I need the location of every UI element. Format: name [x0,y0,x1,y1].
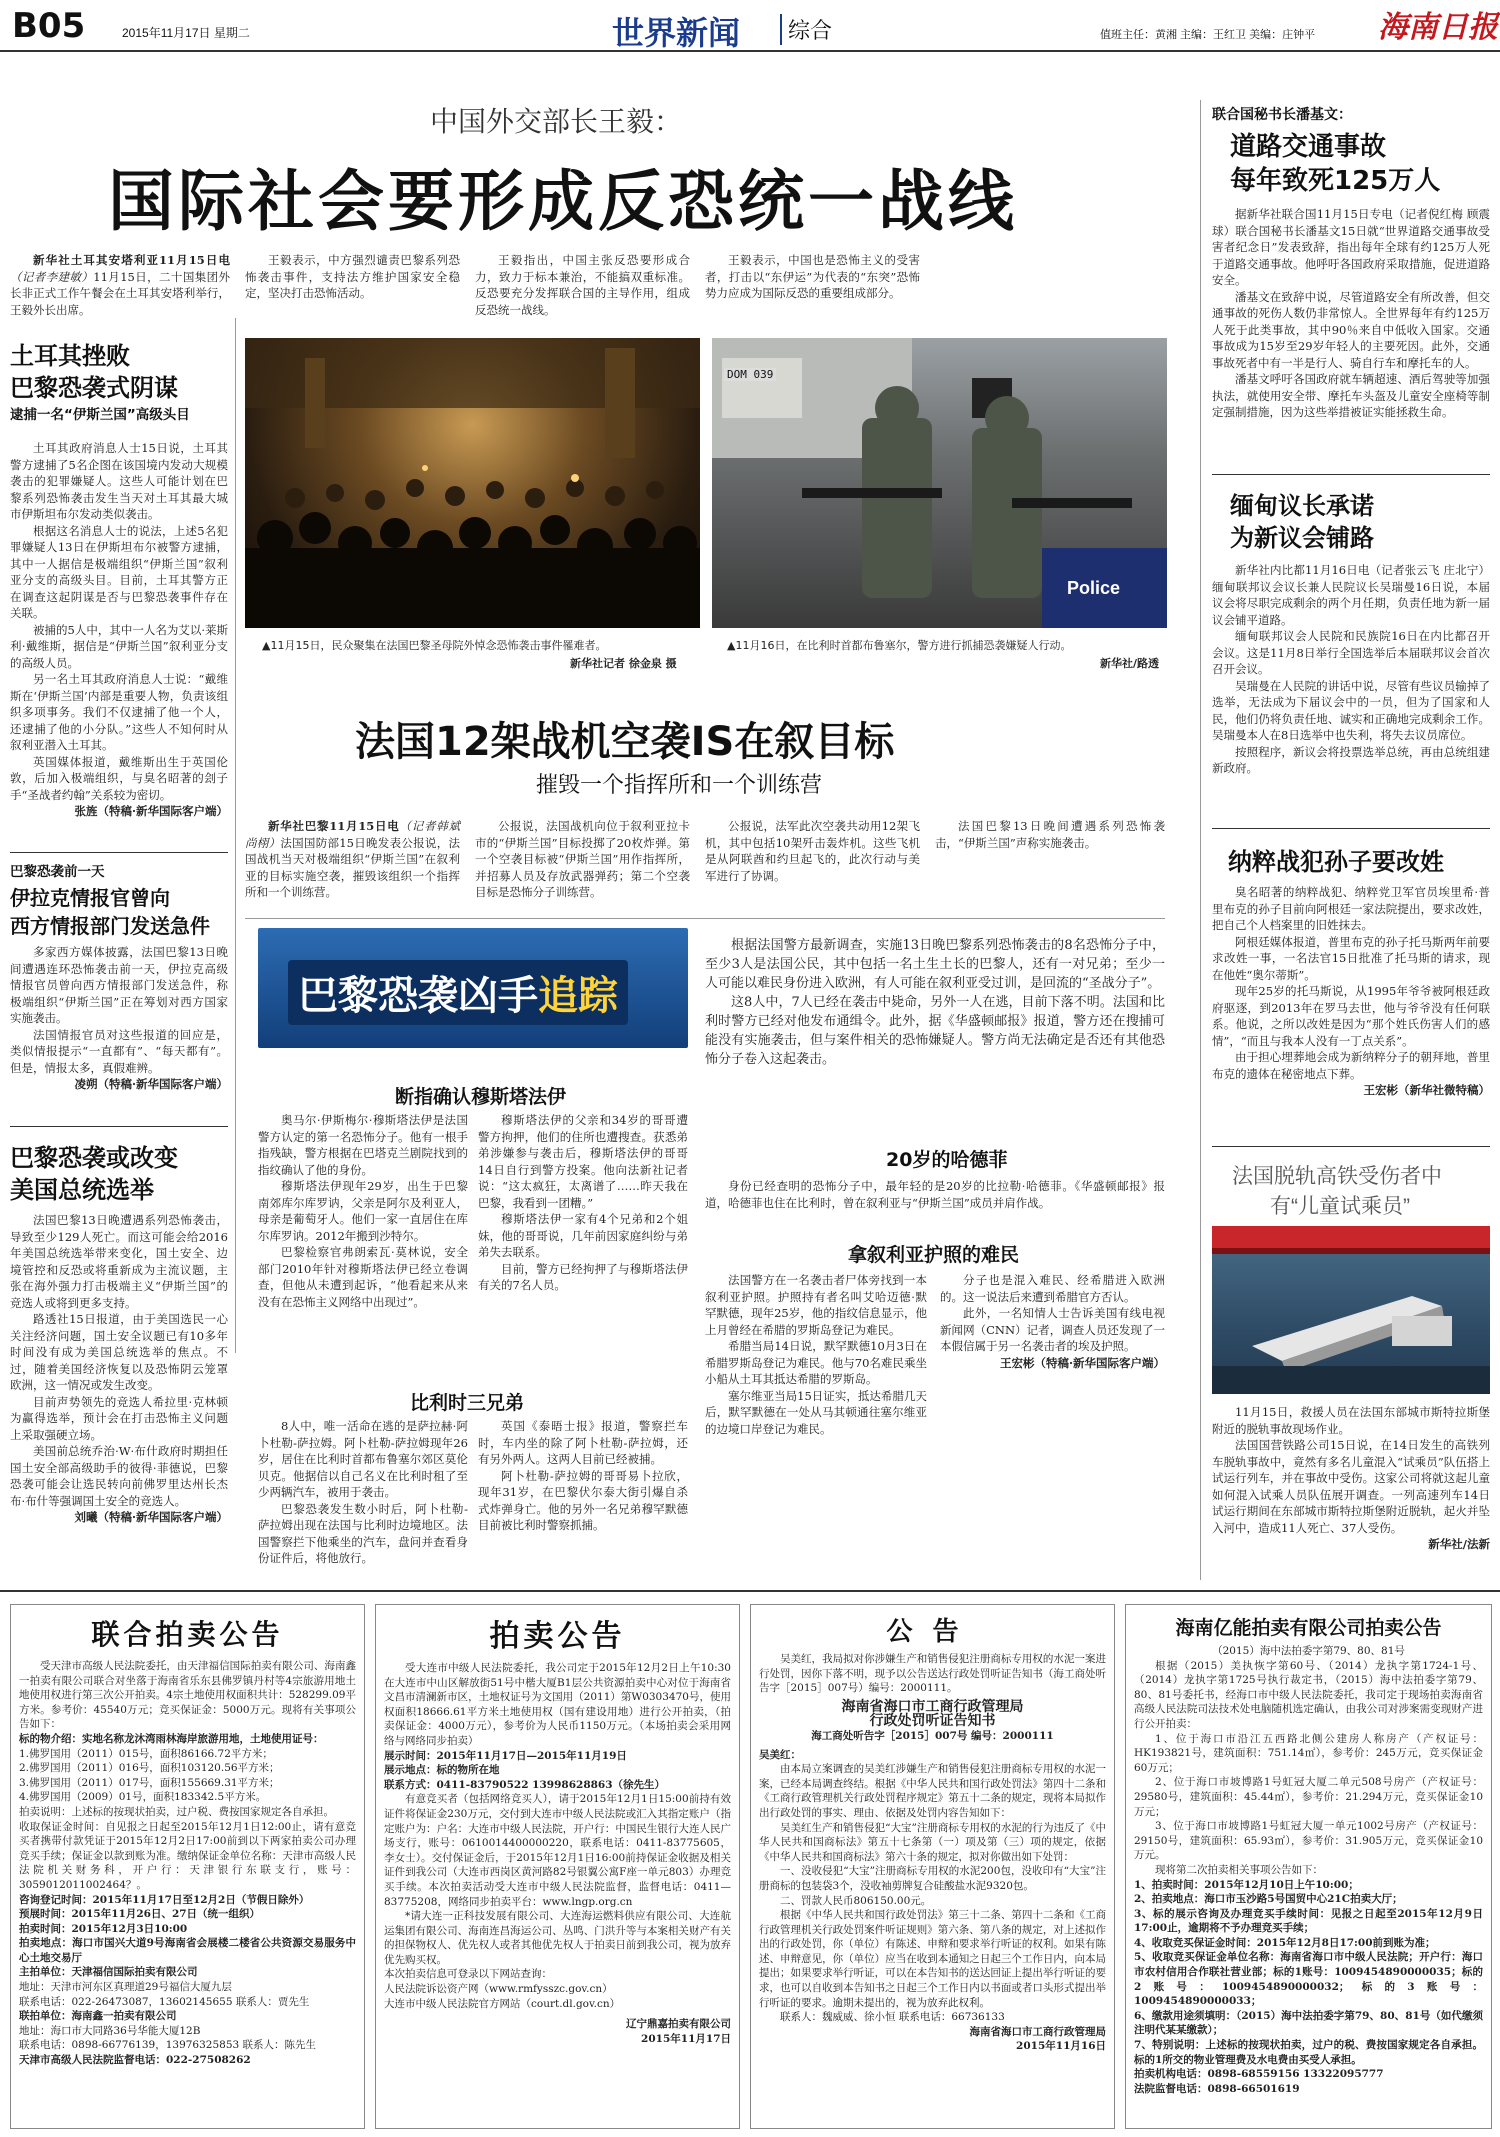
road-p2: 潘基文在致辞中说，尽管道路安全有所改善，但交通事故的死伤人数仍非常惊人。全世界每年有约125万人死于此类事故，其中90％来自中低收入国家。交通事故成为15岁至29岁年轻人的主要死因。此外，交通事故死者中有一半是行人、骑自行车和摩托车的人。 [1212,289,1490,370]
section-title: 世界新闻 [612,14,741,52]
lead-text-2: 王毅表示，中方强烈谴责巴黎系列恐怖袭击事件，支持法方维护国家安全稳定，坚决打击恐怖活动。 [245,253,460,300]
nazi-headline: 纳粹战犯孙子要改姓 [1228,848,1444,876]
mostefai-p1: 奥马尔·伊斯梅尔·穆斯塔法伊是法国警方认定的第一名恐怖分子。他有一根手指残缺，警方根据在巴塔克兰剧院找到的指纹确认了他的身份。 [258,1113,468,1177]
masthead-logo: 海南日报 [1378,10,1498,45]
ad3-inner-no: 海工商处听告字［2015］007号 编号：2000111 [811,1729,1054,1742]
syria-col-1 [705,1272,927,1437]
ad4-item: 6、缴款用途须填明：（2015）海中法拍委字第79、80、81号（如代缴须注明代某某缴款）； [1134,2009,1483,2037]
lead-byline: 新华社土耳其安塔利亚11月15日电 [33,253,230,267]
airstrike-text-1: 法国国防部15日晚发表公报说，法国战机当天对极端组织“伊斯兰国”在叙利亚的目标实施空袭，摧毁该组织一个指挥所和一个训练营。 [245,835,460,899]
page-number: B05 [12,6,86,46]
myanmar-p1: 新华社内比都11月16日电（记者张云飞 庄北宁）缅甸联邦议会议长兼人民院议长吴瑞曼16日说，本届议会将尽职完成剩余的两个月任期，负责任地为新一届议会铺平道路。 [1212,563,1490,627]
iraq-p1: 多家西方媒体披露，法国巴黎13日晚间遭遇连环恐怖袭击前一天，伊拉克高级情报官员曾向西方情报部门发送急件，称极端组织“伊斯兰国”正在筹划对西方国家实施袭击。 [10,945,228,1025]
ad3-to: 吴美红： [759,1748,801,1761]
ad1-item: 标的物介绍：实地名称龙沐湾雨林海岸旅游用地，土地使用证号： [19,1732,324,1745]
train-p2: 法国国营铁路公司15日说，在14日发生的高铁列车脱轨事故中，竟然有多名儿童混入“试乘员”队伍搭上试运行列车，并在事故中受伤。这家公司将就这起儿童如何混入试乘人员队伍展开调查。一列高速列车14日试运行期间在东部城市斯特拉斯堡附近脱轨，起火并坠入河中，造成11人死亡、37人受伤。 [1212,1438,1490,1535]
election-p4: 美国前总统乔治·W·布什政府时期担任国土安全部高级助手的彼得·菲德说，巴黎恐袭可能会让选民转向前佛罗里达州长杰布·布什等强调国土安全的竞选人。 [10,1444,228,1508]
turkey-p3: 被捕的5人中，其中一人名为艾以·莱斯利·戴维斯，据信是“伊斯兰国”叙利亚分支的高级人员。 [10,622,228,670]
police-photo [712,338,1167,628]
airstrike-byline: 新华社巴黎11月15日电 [268,819,400,833]
ad2-item: *请大连一正科技发展有限公司、大连海运燃料供应有限公司、大连航运集团有限公司、海南连昌海运公司、丛鸣、门洪升等与本案相关财产有关的担保物权人、优先权人或者其他优先权人于拍卖日前到我公司，视为放弃优先购买权。 [384,1910,731,1966]
ad1-item: 咨询登记时间：2015年11月17日至12月2日（节假日除外） [19,1893,310,1906]
crowd-photo [245,338,700,628]
election-p3: 目前声势领先的竞选人希拉里·克林顿为赢得选举，预计会在打击恐怖主义问题上采取强硬立场。 [10,1394,228,1442]
election-headline-1: 巴黎恐袭或改变 [10,1144,178,1172]
police-caption-text: 11月16日，在比利时首都布鲁塞尔，警方进行抓捕恐袭嫌疑人行动。 [735,639,1072,652]
ad4-item: 2、位于海口市坡博路1号虹冠大厦二单元508号房产（产权证号：29580号，建筑面积：45.44㎡），参考价：21.294万元，竞买保证金10万元； [1134,1776,1483,1818]
crowd-illustration [245,338,700,628]
iraq-body [10,944,228,1093]
ad2-intro: 受大连市中级人民法院委托，我公司定于2015年12月2日上午10:30在大连市中山区解放街51号中楷大厦B1层公共资源拍卖中心对位于海南省文昌市清澜新市区，土地权证号为文国用（2011）第W0303470号，使用权面积18666.61平方米土地使用权（国有建设用地）进行公开拍卖，（拍卖保证金：4000万元），参考价为人民币1150万元。（本场拍卖会采用网络与网络同步拍卖） [384,1662,731,1747]
lead-text-4: 王毅表示，中国也是恐怖主义的受害者，打击以“东伊运”为代表的“东突”恐怖势力应成为国际反恐的重要组成部分。 [705,253,920,300]
myanmar-body [1212,562,1490,777]
divider-myanmar [1212,828,1490,829]
airstrike-col-4 [935,818,1165,851]
caption-arrow-icon: ▲ [727,639,736,652]
ad4-item: 4、收取竞买保证金时间：2015年12月8日17:00前到账为准； [1134,1936,1436,1949]
issue-date: 2015年11月17日 星期二 [122,26,250,40]
ad1-item: 4.佛罗国用（2009）01号，面积183342.5平方米。 [19,1791,267,1804]
ad4-intro: 根据（2015）美执恢字第60号、（2014）龙执字第1724-1号、（2014）龙执字第1725号执行裁定书，（2015）海中法拍委字第79、80、81号委托书，经海口市中级人民法院委托，我司定于现场拍卖海南省高级人民法院司法技术处电脑随机选定确认，由我公司对涉案需变现财产进行公开拍卖： [1134,1659,1483,1730]
lead-byline-note: （记者李建敏） [10,269,94,284]
iraq-author: 凌朔（特稿·新华国际客户端） [74,1077,228,1091]
nazi-author: 王宏彬（新华社微特稿） [1363,1083,1490,1097]
crowd-photo-caption [262,638,702,653]
ad4-item: 拍卖机构电话：0898-68559156 13322095777 [1134,2068,1384,2081]
election-headline-2: 美国总统选举 [10,1176,154,1204]
divider-road [1212,474,1490,475]
lead-column-3 [475,252,690,318]
election-p1: 法国巴黎13日晚遭遇系列恐怖袭击，导致至少129人死亡。而这可能会给2016年美国总统选举带来变化，国土安全、边境管控和反恐或将重新成为主流议题，主张在海外强力打击极端主义“伊斯兰国”的竞选人或将到更多支持。 [10,1213,228,1310]
iraq-headline-1: 伊拉克情报官曾向 [10,886,170,910]
syria-p4: 分子也是混入难民、经希腊进入欧洲的。这一说法后来遭到希腊官方否认。 [940,1273,1165,1304]
airstrike-text-3: 公报说，法军此次空袭共动用12架飞机，其中包括10架歼击轰炸机。这些飞机是从阿联酋和约旦起飞的，此次行动与美军进行了协调。 [705,819,920,883]
ad-joint-auction [10,1604,365,2129]
turkey-p1: 土耳其政府消息人士15日说，土耳其警方逮捕了5名企图在该国境内发动大规模袭击的犯罪嫌疑人。这些人可能计划在巴黎系列恐怖袭击发生当天对土耳其最大城市伊斯坦布尔发动类似袭击。 [10,441,228,521]
train-photo [1212,1226,1490,1394]
ad2-signer: 辽宁鼎嘉拍卖有限公司 [626,2018,731,2031]
myanmar-headline-1: 缅甸议长承诺 [1230,492,1374,520]
nazi-p3: 现年25岁的托马斯说，从1995年爷爷被阿根廷政府驱逐，到2013年在罗马去世，他与爷爷没有任何联系。他说，之所以改姓是因为“那个姓氏伤害人们的感情”，“而且与我本人没有一丁点关系”。 [1212,984,1490,1048]
airstrike-col-2 [475,818,690,901]
ad1-body [11,1653,364,2068]
turkey-headline-1: 土耳其挫败 [10,342,130,370]
section-sub: 综合 [780,14,832,45]
ad4-item: 5、收取竞买保证金单位名称：海南省海口市中级人民法院；开户行：海口市农村信用合作联社营业部；标的1账号：1009454890000035；标的2账号：1009454890000032；标的3账号：1009454890000033； [1134,1951,1483,2008]
ad1-item: 拍卖地点：海口市国兴大道9号海南省会展楼二楼省公共资源交易服务中心土地交易厅 [19,1937,356,1964]
divider-turkey [10,852,228,853]
lead-text-1: 11月15日，二十国集团外长非正式工作午餐会在土耳其安塔利举行，王毅外长出席。 [10,269,231,317]
manhunt-intro-1: 根据法国警方最新调查，实施13日晚巴黎系列恐怖袭击的8名恐怖分子中，至少3人是法国公民，其中包括一名土生土长的巴黎人，还有一对兄弟；至少一人可能以难民身份进入欧洲，有人可能在叙利亚受过训，是回流的“圣战分子”。 [705,938,1165,991]
syria-p3: 塞尔维亚当局15日证实，抵达希腊几天后，默罕默德在一处从马其顿通往塞尔维亚的边境口岸登记为难民。 [705,1388,927,1436]
ad1-title: 联合拍卖公告 [91,1618,284,1651]
ad4-item: 2、拍卖地点：海口市玉沙路5号国贸中心21C拍卖大厅； [1134,1893,1403,1906]
ad3-item: 联系人：魏威威、徐小恒 联系电话：66736133 [780,2011,1005,2024]
train-credit: 新华社/法新 [1428,1537,1490,1551]
turkey-p5: 英国媒体报道，戴维斯出生于英国伦敦，后加入极端组织，与臭名昭著的刽子手“圣战者约翰”关系较为密切。 [10,754,228,802]
lead-text-3: 王毅指出，中国主张反恐要形成合力，致力于标本兼治，不能搞双重标准。反恐要充分发挥联合国的主导作用，组成反恐统一战线。 [475,253,690,317]
ad3-intro: 吴美红，我局拟对你涉嫌生产和销售侵犯注册商标专用权的水泥一案进行处罚，因你下落不明，现予以公告送达行政处罚听证告知书（海工商处听告字［2015］007号）编号：2000111。 [759,1653,1106,1695]
ad1-item: 联系电话：022-26473087，13602145655 联系人：贾先生 [19,1995,310,2008]
ad-public-notice [750,1604,1115,2129]
ad3-item: 由本局立案调查的吴美红涉嫌生产和销售侵犯注册商标专用权的水泥一案，已经本局调查终结。根据《中华人民共和国行政处罚法》第四十二条和《工商行政管理机关行政处罚程序规定》第五十二条的规定，现将本局拟作出行政处罚的事实、理由、依据及处罚内容告知如下： [759,1763,1106,1819]
ad2-item: 展示时间：2015年11月17日—2015年11月19日 [384,1749,627,1762]
nazi-p2: 阿根廷媒体报道，普里布克的孙子托马斯两年前要求改姓一事，一名法官15日批准了托马斯的请求，现在他姓“奥尔蒂斯”。 [1212,934,1490,982]
ad3-item: 二、罚款人民币806150.00元。 [780,1894,932,1907]
ad3-date: 2015年11月16日 [1016,2040,1106,2053]
road-headline-2: 每年致死125万人 [1230,166,1441,196]
turkey-subhead: 逮捕一名“伊斯兰国”高级头目 [10,407,190,423]
manhunt-banner-accent: 追踪 [538,973,618,1019]
mostefai-p5: 穆斯塔法伊一家有4个兄弟和2个姐妹，他的哥哥说，几年前因家庭纠纷与弟弟失去联系。 [478,1212,688,1259]
mostefai-p3: 巴黎检察官弗朗索瓦·莫林说，安全部门2010年针对穆斯塔法伊已经立卷调查，但他从未遭到起诉，“他看起来从来没有在恐怖主义网络中出现过”。 [258,1245,468,1309]
brothers-p4: 阿卜杜勒-萨拉姆的哥哥易卜拉欣，现年31岁，在巴黎伏尔泰大街引爆自杀式炸弹身亡。他的另外一名兄弟穆罕默德目前被比利时警察抓捕。 [478,1468,688,1532]
mostefai-headline: 断指确认穆斯塔法伊 [395,1086,567,1108]
brothers-headline: 比利时三兄弟 [410,1392,525,1414]
police-photo-caption [727,638,1167,653]
divider-iraq [10,1126,228,1127]
ad4-item: 1、拍卖时间：2015年12月10日上午10:00； [1134,1878,1359,1891]
mostefai-p6: 目前，警方已经拘押了与穆斯塔法伊有关的7名人员。 [478,1261,688,1292]
election-body [10,1212,228,1526]
ad1-item: 3.佛罗国用（2011）017号，面积155669.31平方米； [19,1776,280,1789]
brothers-col-2 [478,1418,688,1534]
airstrike-col-3 [705,818,920,884]
ad-yineng-auction [1125,1604,1492,2129]
train-headline-2: 有“儿童试乘员” [1270,1195,1410,1218]
ad-auction-dalian [375,1604,740,2129]
airstrike-text-4: 法国巴黎13日晚间遭遇系列恐怖袭击，“伊斯兰国”声称实施袭击。 [935,819,1165,850]
brothers-p3: 英国《泰晤士报》报道，警察拦车时，车内坐的除了阿卜杜勒-萨拉姆，还有另外两人。这两人目前已经被捕。 [478,1419,688,1466]
ad1-item: 天津市高级人民法院监督电话：022-27508262 [19,2054,251,2067]
ad4-item: 法院监督电话：0898-66501619 [1134,2082,1300,2095]
ad3-inner-sub: 行政处罚听证告知书 [869,1713,996,1730]
lead-column-4 [705,252,920,302]
ads-top-rule [0,1590,1500,1592]
election-author: 刘曦（特稿·新华国际客户端） [74,1510,228,1524]
train-body [1212,1404,1490,1553]
mostefai-p2: 穆斯塔法伊现年29岁，出生于巴黎南郊库尔库罗讷，父亲是阿尔及利亚人，母亲是葡萄牙人。他们一家一直居住在库尔库罗讷。2012年搬到沙特尔。 [258,1179,468,1243]
iraq-kicker: 巴黎恐袭前一天 [10,864,105,880]
crowd-photo-credit: 新华社记者 徐金泉 摄 [570,657,677,670]
ad2-item: 本次拍卖信息可登录以下网站查询： [384,1968,552,1981]
ad4-title: 海南亿能拍卖有限公司拍卖公告 [1175,1617,1442,1639]
manhunt-intro-2: 这8人中，7人已经在袭击中毙命，另外一人在逃，目前下落不明。法国和比利时警方已经对他发布通缉令。此外，据《华盛顿邮报》报道，警方还在搜捕可能没有实施袭击，但与案件相关的恐怖嫌疑人。警方尚无法确定是否还有其他恐怖分子卷入这起袭击。 [705,995,1165,1067]
road-body [1212,206,1490,421]
hadi-p1: 身份已经查明的恐怖分子中，最年轻的是20岁的比拉勒·哈德菲。《华盛顿邮报》报道，哈德菲也住在比利时，曾在叙利亚与“伊斯兰国”成员并肩作战。 [705,1179,1165,1210]
turkey-headline-2: 巴黎恐袭式阴谋 [10,374,178,402]
nazi-p1: 臭名昭著的纳粹战犯、纳粹党卫军官员埃里希·普里布克的孙子目前向阿根廷一家法院提出，要求改姓，把自己个人档案里的旧姓抹去。 [1212,885,1490,932]
manhunt-banner [258,928,688,1048]
ad3-item: 吴美红生产和销售侵犯“大宝”注册商标专用权的水泥的行为违反了《中华人民共和国商标法》第五十七条第（一）项及第（三）项的规定，依据《中华人民共和国商标法》第六十条的规定，拟对你做出如下处罚： [759,1821,1106,1863]
divider-right [1200,100,1201,1580]
ad1-item: 拍卖时间：2015年12月3日10:00 [19,1922,188,1935]
ad1-item: 收取保证金时间：自见报之日起至2015年12月1日12:00止，请有意竞买者携带付款凭证于2015年12月2日17:00前到以下两家拍卖公司办理竞买手续；保证金以款到账为准。缴纳保证金单位名称：天津市高级人民法院机关财务科，开户行：天津银行东联支行，账号：3059012011002464？。 [19,1820,356,1891]
myanmar-p3: 吴瑞曼在人民院的讲话中说，尽管有些议员输掉了选举，无法成为下届议会中的一员，但为了国家和人民，他们仍将负责任地、诚实和正确地完成剩余工作。吴瑞曼本人在8日选举中也失利，将失去议员席位。 [1212,678,1490,742]
election-p2: 路透社15日报道，由于美国选民一心关注经济问题，国土安全议题已有10多年时间没有成为美国总统选举的焦点。不过，随着美国经济恢复以及恐怖阴云笼罩欧洲，这一情况或发生改变。 [10,1312,228,1392]
road-headline-1: 道路交通事故 [1230,132,1387,162]
syria-p5: 此外，一名知情人士告诉美国有线电视新闻网（CNN）记者，调查人员还发现了一本假信属于另一名袭击者的埃及护照。 [940,1306,1165,1353]
ad1-intro: 受天津市高级人民法院委托，由天津福信国际拍卖有限公司、海南鑫一拍卖有限公司联合对坐落于海南省乐东县佛罗镇丹村等4宗旅游用地土地使用权进行第三次公开拍卖。4宗土地使用权面积共计：528299.09平方米。参考价：45540万元；竞买保证金：5000万元。现将有关事项公告如下： [19,1660,356,1731]
nazi-body [1212,884,1490,1099]
manhunt-banner-text [288,960,628,1025]
train-illustration [1212,1226,1490,1394]
ad4-item: 1、位于海口市沿江五西路北侧公建房人称房产（产权证号：HK193821号，建筑面积：751.14㎡），参考价：245万元，竞买保证金60万元； [1134,1732,1483,1774]
ad1-item: 2.佛罗国用（2011）016号，面积103120.56平方米； [19,1762,280,1775]
ad3-item: 根据《中华人民共和国行政处罚法》第三十二条、第四十二条和《工商行政管理机关行政处罚案件听证规则》第六条、第八条的规定，对上述拟作出的行政处罚，你（单位）有陈述、申辩和要求举行听证的权利。如果有陈述、申辩意见，你（单位）应当在收到本通知之日起三个工作日内，向本局提出；如果要求举行听证，可以在本告知书的送达回证上提出举行听证的要求，也可以自收到本告知书之日起三个工作日内以书面或者口头形式提出举行听证的要求。逾期未提出的，视为放弃此权利。 [759,1909,1106,2009]
road-p1: 据新华社联合国11月15日专电（记者倪红梅 顾震球）联合国秘书长潘基文15日就“世界道路交通事故受害者纪念日”发表致辞，指出每年全球有约125万人死于道路交通事故。他呼吁各国政府采取措施，促进道路安全。 [1212,207,1490,287]
airstrike-subhead: 摧毁一个指挥所和一个训练营 [536,773,823,798]
divider-airstrike [245,918,1165,919]
turkey-author: 张旌（特稿·新华国际客户端） [74,804,228,818]
ad4-item: 3、标的展示咨询及办理竞买手续时间：见报之日起至2015年12月9日17:00止，逾期将不予办理竞买手续； [1134,1907,1483,1935]
editor-credits: 值班主任：黄湘 主编：王红卫 美编：庄钟平 [1100,29,1316,41]
road-kicker: 联合国秘书长潘基文： [1212,107,1352,123]
ad1-item: 预展时间：2015年11月26日、27日（统一组织） [19,1908,261,1921]
turkey-p4: 另一名土耳其政府消息人士说：“戴维斯在‘伊斯兰国’内部是重要人物，负责该组织多项事务。我们不仅逮捕了他一个人，还逮捕了他的小分队。”这些人不知何时从叙利亚潜入土耳其。 [10,672,228,752]
airstrike-text-2: 公报说，法国战机向位于叙利亚拉卡市的“伊斯兰国”目标投掷了20枚炸弹。第一个空袭目标被“伊斯兰国”用作指挥所，并招募人员及存放武器弹药；第二个空袭目标是恐怖分子训练营。 [475,819,690,899]
ad4-item: 3、位于海口市坡博路1号虹冠大厦一单元1002号房产（产权证号：29150号，建筑面积：65.93㎡），参考价：31.905万元，竞买保证金10万元。 [1134,1820,1483,1862]
iraq-p2: 法国情报官员对这些报道的回应是，类似情报提示“一直都有”、“每天都有”。但是，情报太多，真假难辨。 [10,1027,228,1075]
hadi-body [705,1178,1165,1211]
airstrike-headline: 法国12架战机空袭IS在叙目标 [355,719,895,765]
mostefai-col-2 [478,1112,688,1294]
lead-headline: 国际社会要形成反恐统一战线 [108,163,1018,240]
caption-arrow-icon: ▲ [262,639,271,652]
ad2-item: 人民法院诉讼资产网（www.rmfysszc.gov.cn） [384,1983,613,1996]
manhunt-intro [705,936,1165,1069]
hadi-headline: 20岁的哈德菲 [886,1149,1008,1171]
police-vest-label: Police [1067,578,1121,598]
iraq-headline-2: 西方情报部门发送急件 [10,914,210,938]
ad3-body [751,1648,1114,2054]
ad3-inner-title: 海南省海口市工商行政管理局 [841,1698,1024,1715]
syria-p1: 法国警方在一名袭击者尸体旁找到一本叙利亚护照。护照持有者名叫艾哈迈德·默罕默德，现年25岁，他的指纹信息显示，他上月曾经在希腊的罗斯岛登记为难民。 [705,1273,927,1337]
brothers-col-1 [258,1418,468,1567]
myanmar-p2: 缅甸联邦议会人民院和民族院16日在内比都召开会议。这是11月8日举行全国选举后本届联邦议会首次召开会议。 [1212,629,1490,676]
train-p1: 11月15日，救援人员在法国东部城市斯特拉斯堡附近的脱轨事故现场作业。 [1212,1405,1490,1436]
brothers-p2: 巴黎恐袭发生数小时后，阿卜杜勒-萨拉姆出现在法国与比利时边境地区。法国警察拦下他乘坐的汽车，盘问并查看身份证件后，将他放行。 [258,1501,468,1565]
turkey-p2: 根据这名消息人士的说法，上述5名犯罪嫌疑人13日在伊斯坦布尔被警方逮捕，其中一人据信是极端组织“伊斯兰国”叙利亚分支的高级头目。目前，土耳其警方正在调查这起阴谋是否与巴黎恐袭事件存在关联。 [10,523,228,620]
mostefai-p4: 穆斯塔法伊的父亲和34岁的哥哥遭警方拘押，他们的住所也遭搜查。获悉弟弟涉嫌参与袭击后，穆斯塔法伊的哥哥14日自行到警方投案。他向法新社记者说：“这太疯狂，太离谱了……昨天我在巴黎，我看到一团糟。” [478,1113,688,1210]
mostefai-col-1 [258,1112,468,1310]
ad1-item: 1.佛罗国用（2011）015号，面积86166.72平方米； [19,1747,273,1760]
syria-p2: 希腊当局14日说，默罕默德10月3日在希腊罗斯岛登记为难民。他与70名难民乘坐小船从土耳其抵达希腊的罗斯岛。 [705,1339,927,1386]
airstrike-col-1 [245,818,460,901]
ad2-body [376,1655,739,2046]
lead-column-1 [10,252,230,318]
ad1-item: 联系电话：0898-66776139，13976325853 联系人：陈先生 [19,2039,317,2052]
ad4-item: 7、特别说明：上述标的按现状拍卖，过户的税、费按国家规定各自承担。标的1所交的物业管理费及水电费由买受人承担。 [1134,2039,1483,2066]
syria-headline: 拿叙利亚护照的难民 [848,1244,1020,1266]
ad4-item: 现将第二次拍卖相关事项公告如下： [1155,1863,1323,1876]
lead-kicker: 中国外交部长王毅： [430,105,683,138]
manhunt-banner-main: 巴黎恐袭凶手 [298,973,538,1019]
ad1-item: 拍卖说明：上述标的按现状拍卖，过户税、费按国家规定各自承担。 [19,1805,334,1818]
myanmar-p4: 按照程序，新议会将投票选举总统，再由总统组建新政府。 [1212,744,1490,775]
ad2-item: 大连市中级人民法院官方网站（court.dl.gov.cn） [384,1997,621,2010]
ad1-item: 联拍单位：海南鑫一拍卖有限公司 [19,2010,177,2023]
ad2-item: 联系方式：0411-83790522 13998628863（徐先生） [384,1778,666,1791]
ad3-title: 公告 [886,1617,979,1647]
ad3-item: 一、没收侵犯“大宝”注册商标专用权的水泥200包，没收印有“大宝”注册商标的包装袋3个，没收袖剪牌复合硅酸盐水泥9320包。 [759,1865,1106,1892]
ad3-signer: 海南省海口市工商行政管理局 [969,2025,1106,2038]
ad2-date: 2015年11月17日 [641,2032,731,2045]
syria-author: 王宏彬（特稿·新华国际客户端） [999,1355,1165,1370]
turkey-body [10,440,228,820]
ad2-item: 展示地点：标的物所在地 [384,1764,500,1777]
crowd-caption-text: 11月15日，民众聚集在法国巴黎圣母院外悼念恐怖袭击事件罹难者。 [270,639,607,652]
nazi-p4: 由于担心埋葬地会成为新纳粹分子的朝拜地，普里布克的遗体在秘密地点下葬。 [1212,1050,1490,1081]
brothers-p1: 8人中，唯一活命在逃的是萨拉赫·阿卜杜勒-萨拉姆。阿卜杜勒-萨拉姆现年26岁，居住在比利时首都布鲁塞尔郊区莫伦贝克。他据信以自己名义在比利时租了至少两辆汽车，被用于袭击。 [258,1419,468,1499]
ad2-title: 拍卖公告 [489,1619,626,1654]
syria-col-2 [940,1272,1165,1371]
airstrike-byline-note: （记者韩斌 尚栩） [245,819,460,850]
divider-nazi [1212,1146,1490,1147]
divider-left [235,318,236,1353]
lead-column-2 [245,252,460,302]
ad1-item: 地址：海口市大同路36号华能大厦12B [19,2024,201,2037]
ad1-item: 主拍单位：天津福信国际拍卖有限公司 [19,1966,198,1979]
train-headline-1: 法国脱轨高铁受伤者中 [1232,1165,1442,1188]
ad2-item: 有意竞买者（包括网络竞买人），请于2015年12月1日15:00前持有效证件将保证金230万元，交付到大连市中级人民法院或汇入其指定账户（指定账户为：户名：大连市中级人民法院，开户行：中国民生银行大连人民广场支行，账号：0610014400000220，联系电话：0411-83775605，李女士）。交付保证金后，于2015年12月1日16:00前持保证金收据及相关证件到我公司（大连市西岗区黄河路82号银翼公寓F座一单元803）办理竞买手续。本次拍卖活动受大连市中级人民法院监督，监督电话：0411—83775208，网络同步拍卖平台：www.lngp.org.cn [384,1793,731,1908]
police-photo-credit: 新华社/路透 [1100,657,1160,670]
ad4-body [1126,1640,1491,2096]
page-header [0,0,1500,52]
building-tag: DOM 039 [724,368,776,381]
ad1-item: 地址：天津市河东区真理道29号福信大厦九层 [19,1981,232,1994]
ad4-no: （2015）海中法拍委字第79、80、81号 [1212,1645,1405,1657]
road-p3: 潘基文呼吁各国政府就车辆超速、酒后驾驶等加强执法，就使用安全带、摩托车头盔及儿童安全座椅等制定强制措施，因为这些举措被证实能拯救生命。 [1212,372,1490,419]
myanmar-headline-2: 为新议会铺路 [1230,524,1374,552]
